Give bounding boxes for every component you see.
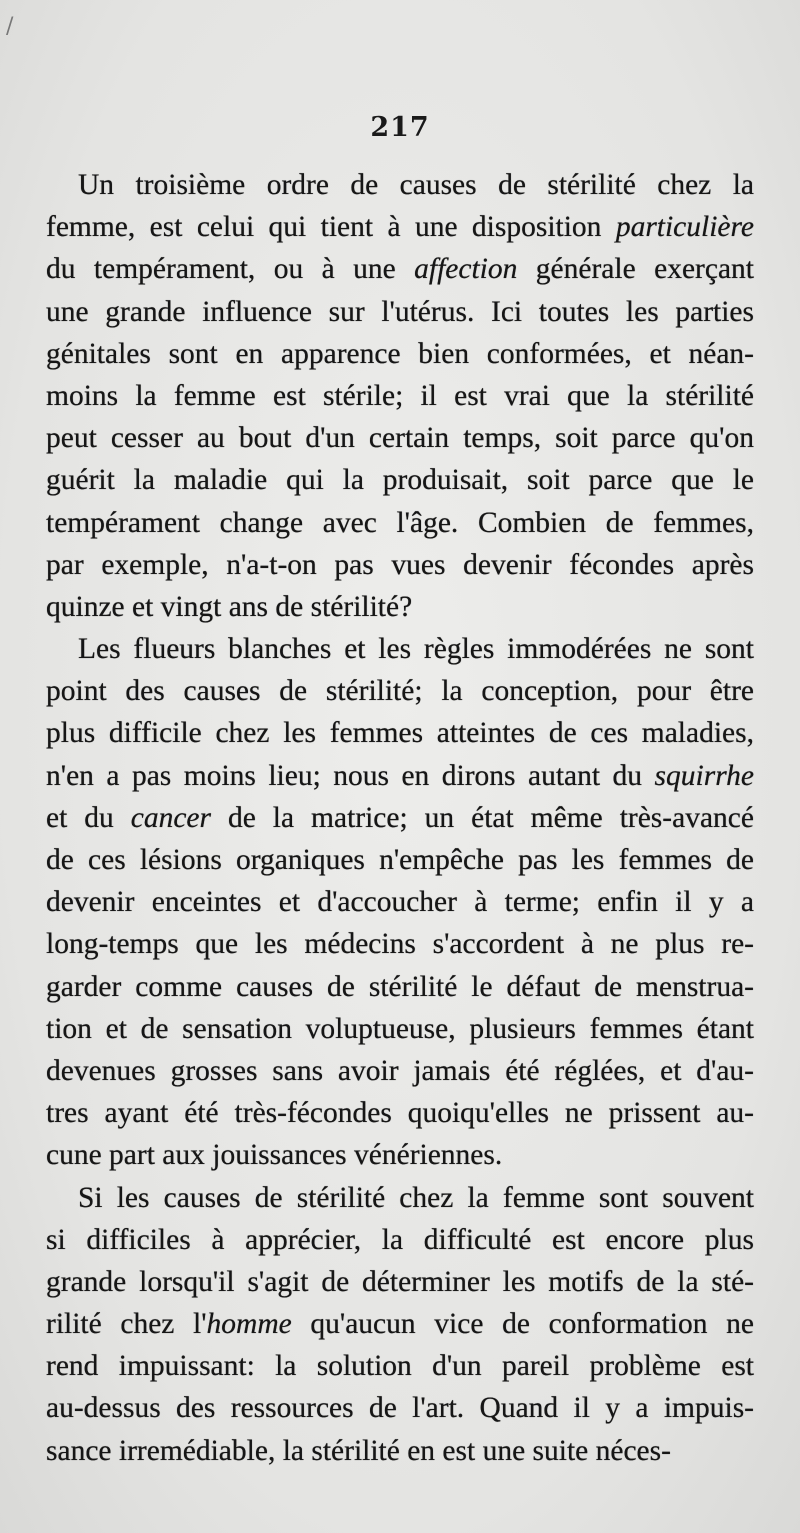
text-line: une grande influence sur l'utérus. Ici toutes les parties — [46, 295, 754, 328]
text-line: si difficiles à apprécier, la difficulté est encore plus — [46, 1223, 754, 1256]
text-line: plus difficile chez les femmes atteintes de ces maladies, — [46, 717, 754, 750]
text-line: sance irremédiable, la stérilité en est une suite néces- — [46, 1434, 671, 1467]
text-line: grande lorsqu'il s'agit de déterminer les motifs de la sté- — [46, 1265, 754, 1298]
text-line: tres ayant été très-fécondes quoiqu'elles ne prissent au- — [46, 1097, 754, 1130]
text-line: devenir enceintes et d'accoucher à terme; enfin il y a — [46, 886, 754, 919]
page-number: 217 — [370, 112, 430, 143]
text-line: de ces lésions organiques n'empêche pas les femmes de — [46, 844, 754, 876]
text-line: n'en a pas moins lieu; nous en dirons autant du squirrhe — [46, 759, 754, 792]
text-line: devenues grosses sans avoir jamais été réglées, et d'au- — [46, 1054, 754, 1087]
text-line: rend impuissant: la solution d'un pareil problème est — [46, 1350, 754, 1383]
text-line: par exemple, n'a-t-on pas vues devenir fécondes après — [46, 548, 754, 581]
italic-term: affection — [414, 253, 518, 286]
text-line: garder comme causes de stérilité le défaut de menstrua- — [46, 970, 754, 1003]
italic-term: squirrhe — [654, 759, 754, 792]
text-line: guérit la maladie qui la produisait, soit parce que le — [46, 464, 754, 497]
text-line: génitales sont en apparence bien conformées, et néan- — [46, 337, 754, 370]
margin-mark: / — [6, 14, 14, 39]
text-line: Un troisième ordre de causes de stérilité chez la — [78, 169, 754, 201]
text-line: et du cancer de la matrice; un état même très-avancé — [46, 801, 754, 834]
text-line: peut cesser au bout d'un certain temps, soit parce qu'on — [46, 422, 754, 455]
paragraph — [46, 1177, 754, 1472]
text-line: au-dessus des ressources de l'art. Quand il y a impuis- — [46, 1392, 754, 1425]
italic-term: homme — [206, 1308, 292, 1341]
italic-term: particulière — [615, 211, 754, 244]
text-line: rilité chez l'homme qu'aucun vice de conformation ne — [46, 1308, 754, 1341]
text-line: long-temps que les médecins s'accordent à ne plus re- — [46, 928, 754, 961]
text-line: moins la femme est stérile; il est vrai que la stérilité — [46, 379, 754, 412]
paragraph — [46, 164, 754, 628]
text-line: cune part aux jouissances vénériennes. — [46, 1139, 503, 1172]
text-line: du tempérament, ou à une affection générale exerçant — [46, 253, 754, 286]
paragraph — [46, 628, 754, 1176]
italic-term: cancer — [130, 801, 211, 834]
text-line: tempérament change avec l'âge. Combien de femmes, — [46, 506, 754, 539]
text-line: point des causes de stérilité; la conception, pour être — [46, 675, 754, 708]
text-line: femme, est celui qui tient à une disposition particulière — [46, 211, 754, 244]
text-line: quinze et vingt ans de stérilité? — [46, 590, 413, 623]
text-line: tion et de sensation voluptueuse, plusieurs femmes étant — [46, 1012, 754, 1045]
body-text — [46, 164, 754, 1472]
text-line: Si les causes de stérilité chez la femme sont souvent — [78, 1181, 754, 1214]
text-line: Les flueurs blanches et les règles immodérées ne sont — [78, 633, 754, 666]
